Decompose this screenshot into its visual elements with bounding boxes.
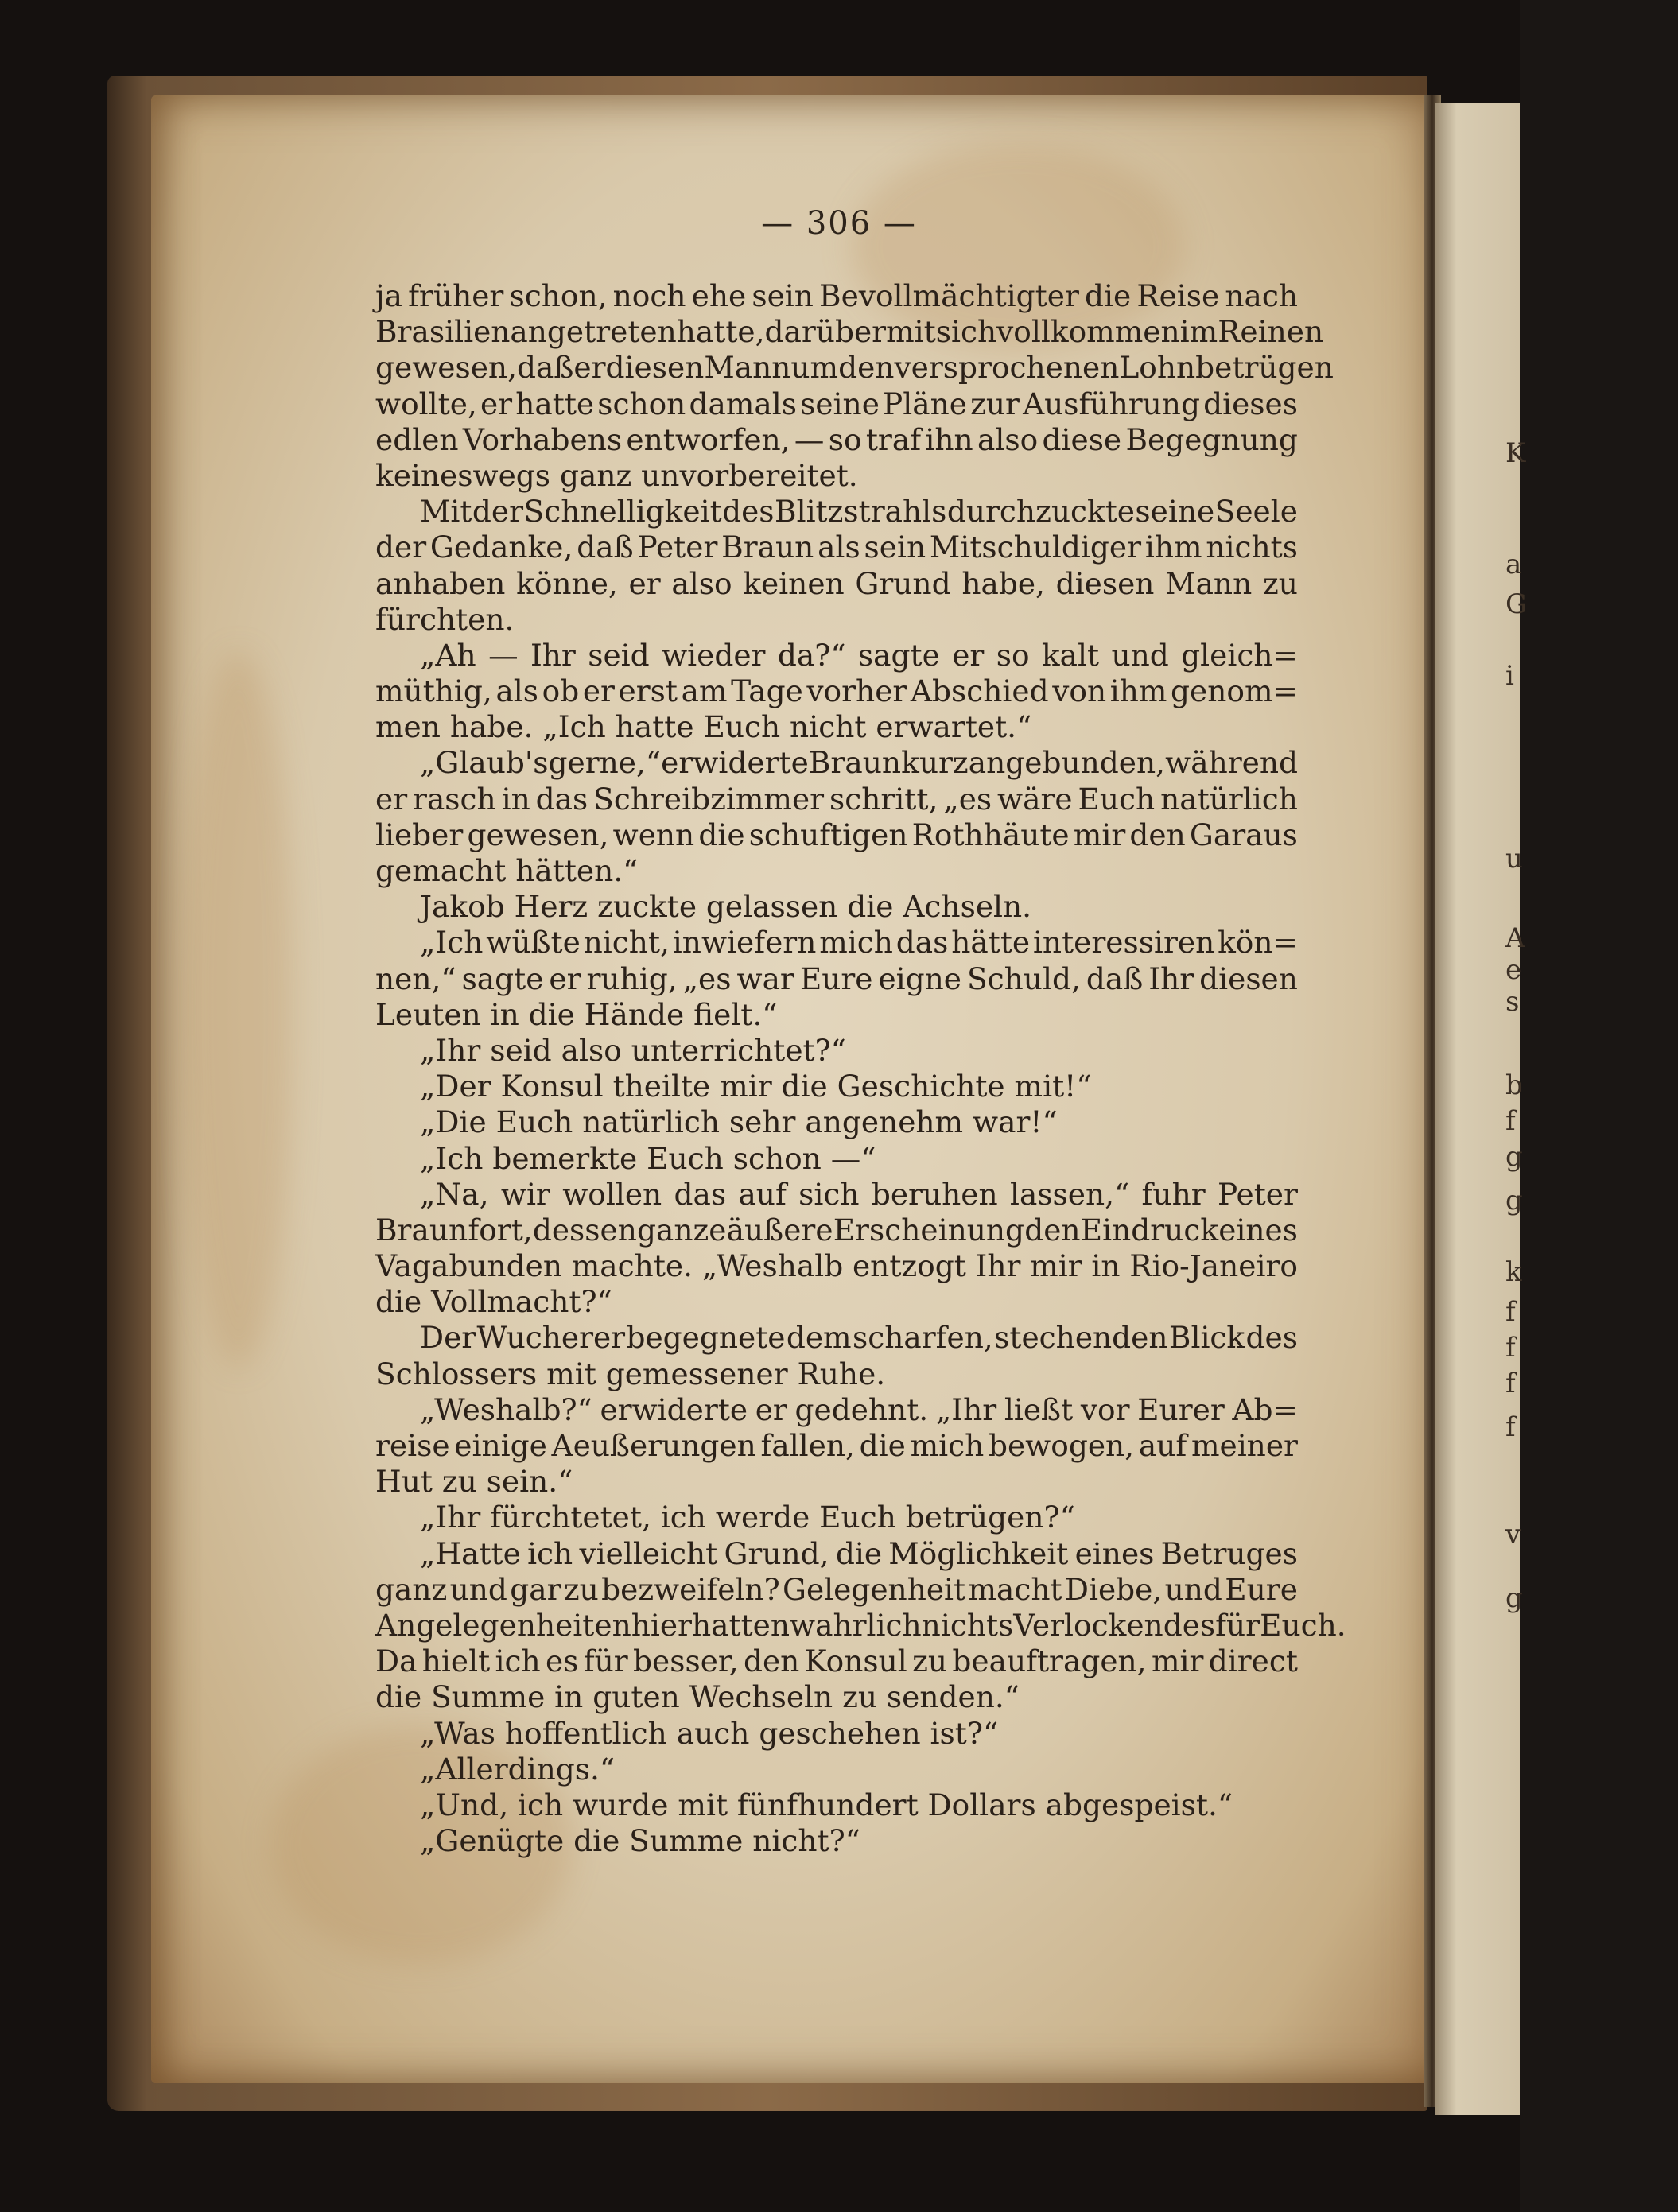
facing-page-fragment: A (1505, 922, 1525, 954)
facing-page-fragment: a (1505, 549, 1522, 580)
text-line: „Weshalb?“ erwiderte er gedehnt. „Ihr ließt vor Eurer Ab= (420, 1391, 1298, 1427)
text-line: gemacht hätten.“ (375, 853, 639, 888)
text-line: „Genügte die Summe nicht?“ (420, 1823, 860, 1859)
text-line: men habe. „Ich hatte Euch nicht erwartet.“ (375, 709, 1032, 745)
text-line: Jakob Herz zuckte gelassen die Achseln. (420, 889, 1032, 925)
text-line: „Glaub's gerne,“ erwiderte Braun kurz angebunden, während (420, 745, 1298, 781)
text-line: Da hielt ich es für besser, den Konsul zu beauftragen, mir direct (375, 1643, 1298, 1679)
text-line: wollte, er hatte schon damals seine Pläne zur Ausführung dieses (375, 386, 1298, 421)
text-line: „Der Konsul theilte mir die Geschichte mit!“ (420, 1069, 1092, 1104)
facing-page-fragment: f (1505, 1368, 1516, 1399)
text-line: edlen Vorhabens entworfen, — so traf ihn also diese Begegnung (375, 421, 1298, 457)
text-line: die Summe in guten Wechseln zu senden.“ (375, 1679, 1020, 1715)
text-line: anhaben könne, er also keinen Grund habe, diesen Mann zu (375, 565, 1298, 601)
text-line: „Ich bemerkte Euch schon —“ (420, 1140, 876, 1176)
text-line: Vagabunden machte. „Weshalb entzogt Ihr mir in Rio-Janeiro (375, 1248, 1298, 1284)
page-stain (183, 652, 294, 1368)
text-line: fürchten. (375, 601, 515, 637)
text-line: „Ich wüßte nicht, inwiefern mich das hätte interessiren kön= (420, 925, 1298, 960)
text-line: „Was hoffentlich auch geschehen ist?“ (420, 1715, 999, 1751)
facing-page-fragment: G (1505, 588, 1528, 620)
text-line: lieber gewesen, wenn die schuftigen Rothhäute mir den Garaus (375, 817, 1298, 852)
text-line: Mit der Schnelligkeit des Blitzstrahls durchzuckte seine Seele (420, 494, 1298, 530)
facing-page-fragment: k (1505, 1256, 1522, 1288)
text-line: Leuten in die Hände fielt.“ (375, 996, 778, 1032)
text-line: „Ihr fürchtetet, ich werde Euch betrügen?“ (420, 1500, 1075, 1535)
text-line: Der Wucherer begegnete dem scharfen, stechenden Blick des (420, 1320, 1298, 1356)
facing-page-fragment: e (1505, 954, 1522, 986)
facing-page-fragment: v (1505, 1519, 1521, 1550)
facing-page-fragment: K (1505, 437, 1526, 469)
text-line: Braun fort, dessen ganze äußere Erscheinung den Eindruck eines (375, 1212, 1298, 1248)
facing-page-fragment: f (1505, 1411, 1516, 1443)
facing-page-fragment: u (1505, 843, 1523, 875)
facing-page-fragment: f (1505, 1296, 1516, 1328)
facing-page-fragment: i (1505, 660, 1514, 692)
facing-page (1435, 103, 1528, 2115)
text-line: gewesen, daß er diesen Mann um den versprochenen Lohn betrügen (375, 350, 1334, 386)
text-line: „Na, wir wollen das auf sich beruhen lassen,“ fuhr Peter (420, 1176, 1298, 1212)
page-number: — 306 — (761, 205, 917, 242)
text-line: keineswegs ganz unvorbereitet. (375, 457, 858, 493)
text-line: „Ah — Ihr seid wieder da?“ sagte er so kalt und gleich= (420, 637, 1298, 673)
text-line: „Die Euch natürlich sehr angenehm war!“ (420, 1104, 1058, 1140)
text-line: Hut zu sein.“ (375, 1464, 573, 1500)
text-line: die Vollmacht?“ (375, 1284, 612, 1320)
facing-page-fragment: f (1505, 1332, 1516, 1364)
text-line: er rasch in das Schreibzimmer schritt, „es wäre Euch natürlich (375, 781, 1298, 817)
text-line: Schlossers mit gemessener Ruhe. (375, 1356, 886, 1391)
facing-page-fragment: f (1505, 1105, 1516, 1137)
text-line: ja früher schon, noch ehe sein Bevollmächtigter die Reise nach (375, 278, 1298, 313)
text-line: Brasilien angetreten hatte, darüber mit sich vollkommen im Reinen (375, 314, 1324, 350)
text-line: „Ihr seid also unterrichtet?“ (420, 1032, 846, 1068)
text-line: müthig, als ob er erst am Tage vorher Abschied von ihm genom= (375, 673, 1298, 709)
text-line: der Gedanke, daß Peter Braun als sein Mitschuldiger ihm nichts (375, 530, 1298, 565)
text-line: ganz und gar zu bezweifeln? Gelegenheit macht Diebe, und Eure (375, 1571, 1298, 1607)
facing-page-fragment: g (1505, 1582, 1523, 1614)
text-line: „Und, ich wurde mit fünfhundert Dollars abgespeist.“ (420, 1787, 1233, 1822)
page-text (375, 278, 1346, 1859)
text-line: Angelegenheiten hier hatten wahrlich nichts Verlockendes für Euch. (375, 1607, 1346, 1643)
facing-page-fragment: s (1505, 986, 1520, 1018)
facing-page-fragment: g (1505, 1185, 1523, 1217)
text-line: „Allerdings.“ (420, 1751, 616, 1787)
text-line: „Hatte ich vielleicht Grund, die Möglichkeit eines Betruges (420, 1535, 1298, 1571)
text-line: nen,“ sagte er ruhig, „es war Eure eigne Schuld, daß Ihr diesen (375, 960, 1298, 996)
facing-page-fragment: b (1505, 1069, 1523, 1101)
facing-page-fragment: g (1505, 1141, 1523, 1173)
text-line: reise einige Aeußerungen fallen, die mich bewogen, auf meiner (375, 1428, 1298, 1463)
